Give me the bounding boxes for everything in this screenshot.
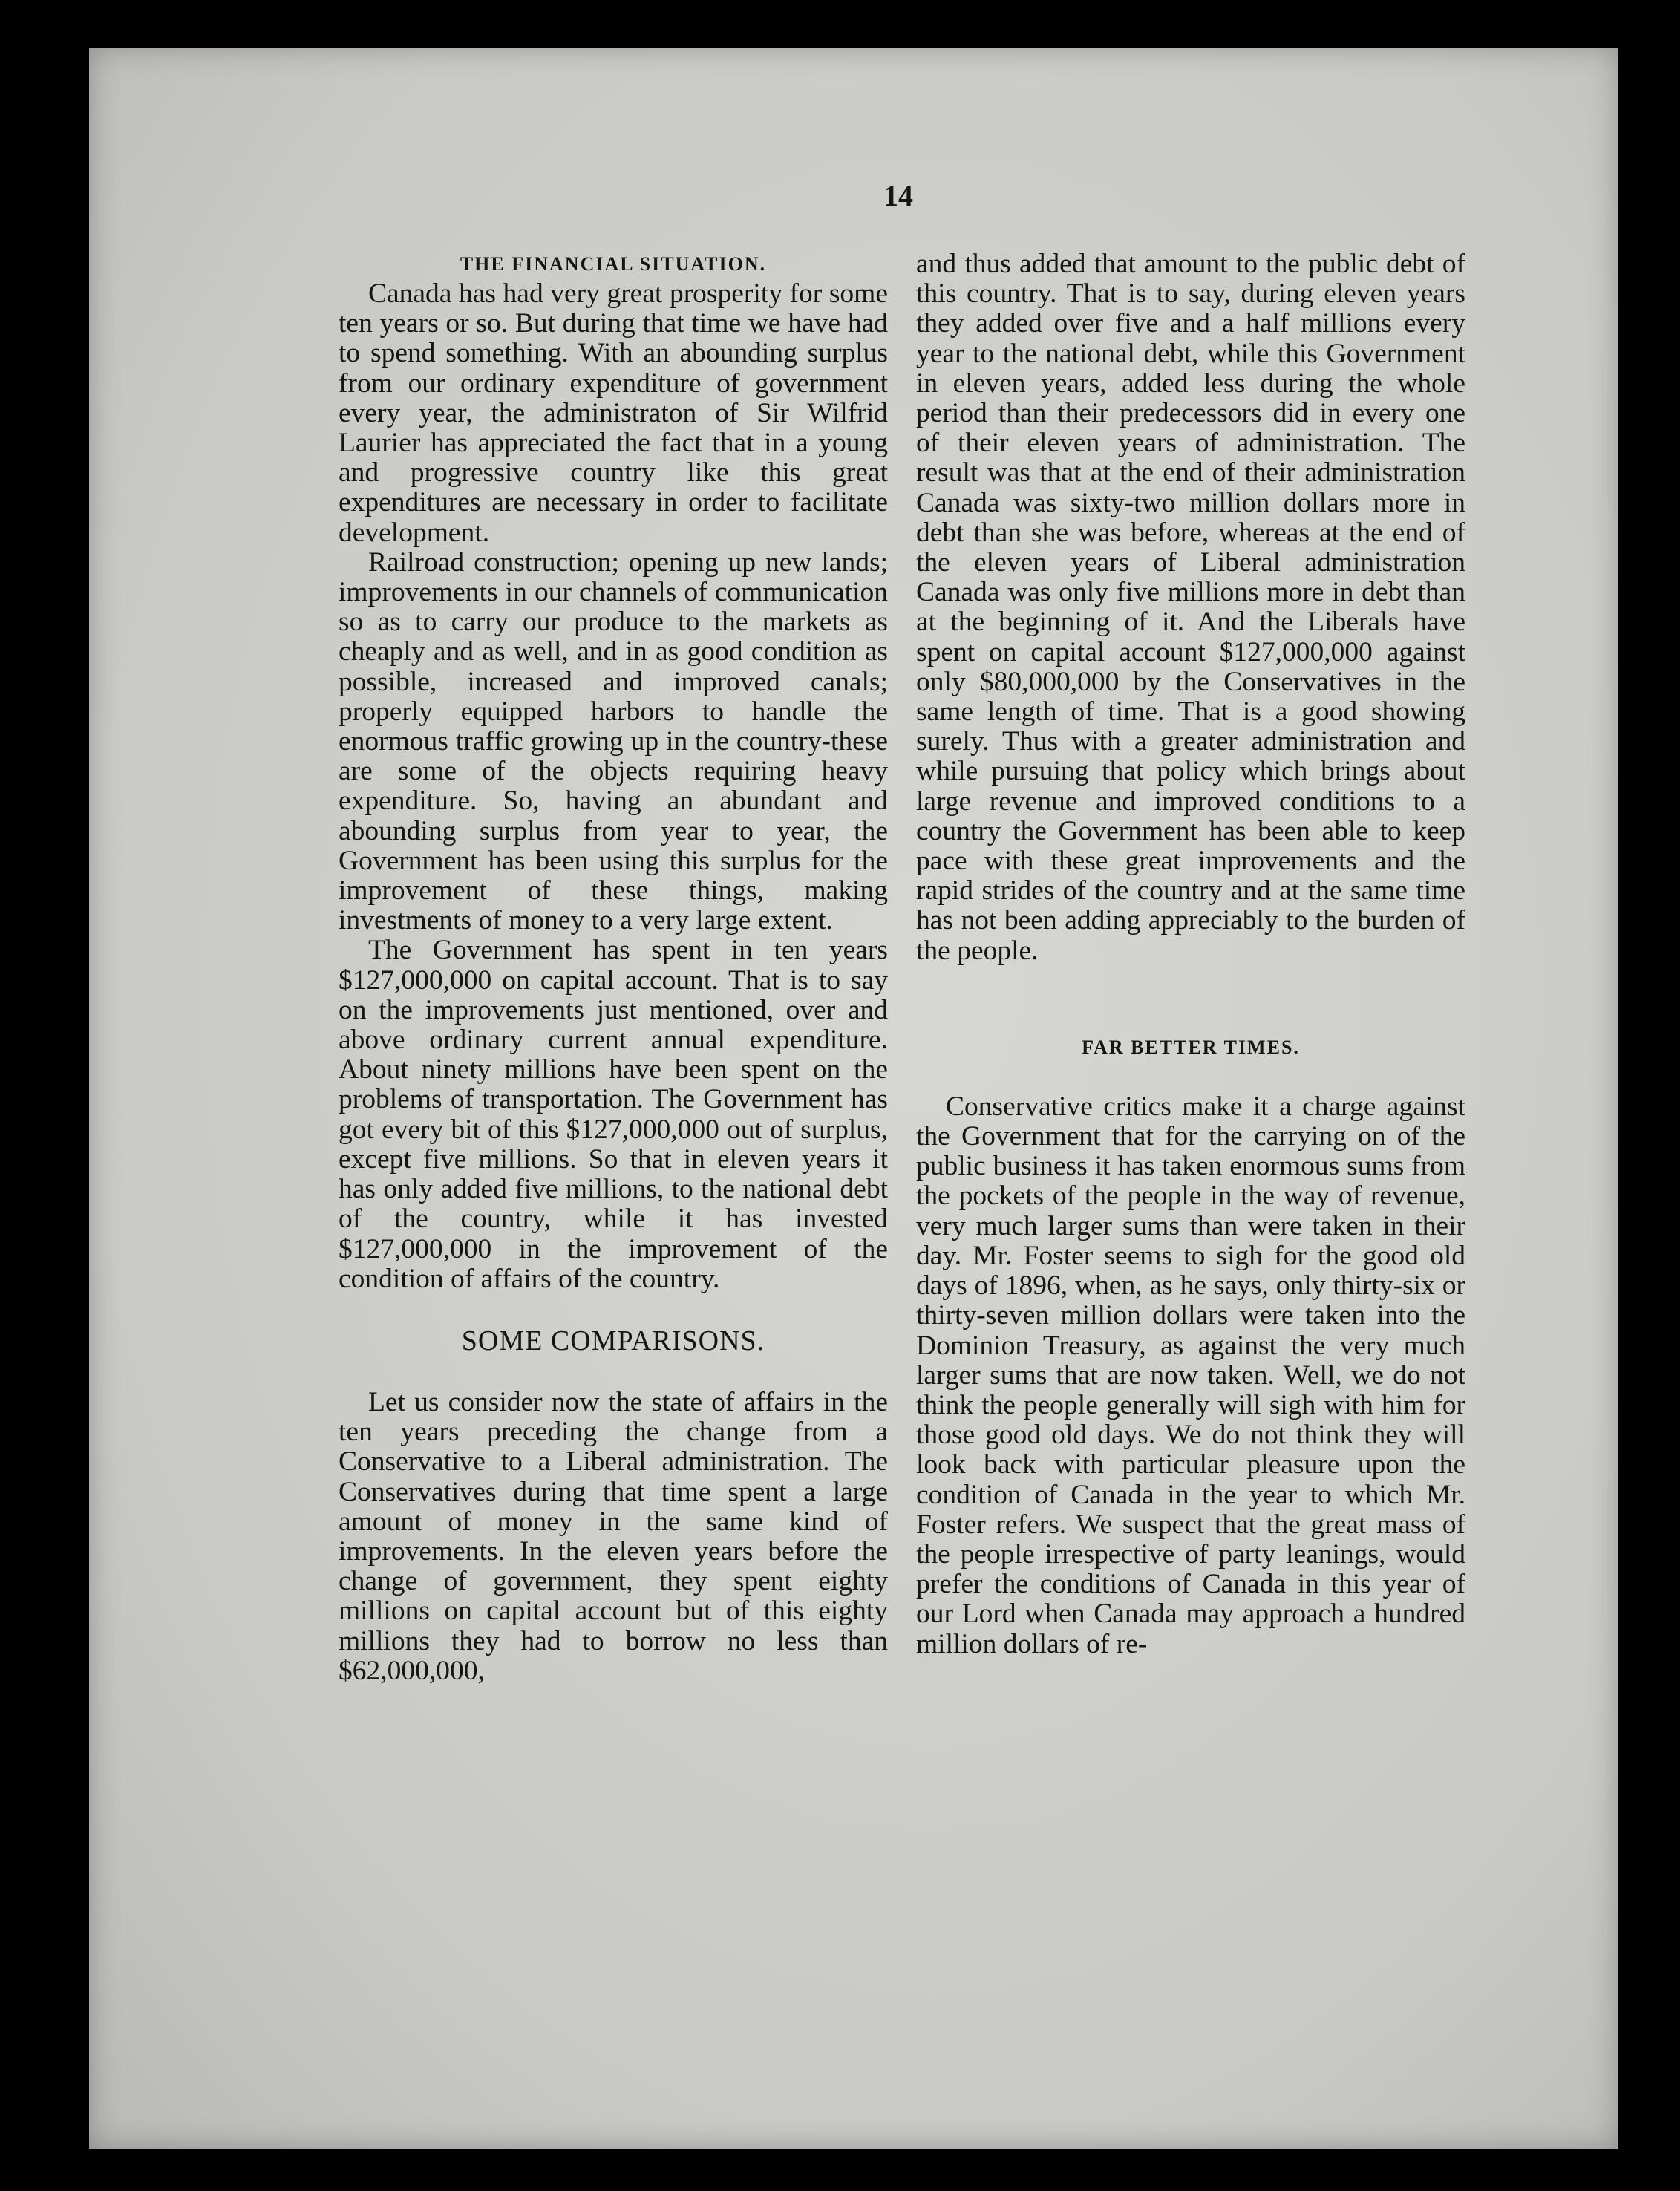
heading-gap [916, 1062, 1465, 1092]
paragraph-prosperity: Canada has had very great prosperity for some ten years or so. But during that time we have had to spend something. With an abounding surplus from our ordinary expenditure of government every year, the administraton of Sir Wilfrid Laurier has appreciated the fact that in a young and progressive country like this great expenditures are necessary in order to facilitate development. [339, 278, 888, 548]
section-spacer [916, 966, 1465, 1033]
paragraph-comparisons: Let us consider now the state of affairs in the ten years preceding the change from a Conservative to a Liberal administration. The Conservatives during that time spent a large amount of money in the same kind of improvements. In the eleven years before the change of government, they spent eighty millions on capital account but of this eighty millions they had to borrow no less than $62,000,000, [339, 1386, 888, 1686]
paragraph-railroad: Railroad construction; opening up new lands; improvements in our channels of communication so as to carry our produce to the markets as cheaply and as well, and in as good condition as possible, increased and improved canals; properly equipped harbors to handle the enormous traffic growing up in the country-these are some of the objects requiring heavy expenditure. So, having an abundant and abounding surplus from year to year, the Government has been using this surplus for the improvement of these things, making investments of money to a very large extent. [339, 546, 888, 936]
paragraph-conservative-critics: Conservative critics make it a charge against the Government that for the carrying on of the public business it has taken enormous sums from the pockets of the people in the way of revenue, very much larger sums than were taken in their day. Mr. Foster seems to sigh for the good old days of 1896, when, as he says, only thirty-six or thirty-seven million dollars were taken into the Dominion Treasury, as against the very much larger sums that are now taken. Well, we do not think the people generally will sigh with him for those good old days. We do not think they will look back with particular pleasure upon the condition of Canada in the year to which Mr. Foster refers. We suspect that the great mass of the people irrespective of party leanings, would prefer the conditions of Canada in this year of our Lord when Canada may approach a hundred million dollars of re- [916, 1091, 1465, 1659]
right-column [916, 249, 1465, 1659]
heading-far-better-times: FAR BETTER TIMES. [1082, 1036, 1300, 1058]
heading-financial-situation: THE FINANCIAL SITUATION. [460, 253, 767, 275]
left-column [339, 249, 888, 1686]
paragraph-capital-account: The Government has spent in ten years $127,000,000 on capital account. That is to say on the improvements just mentioned, over and above ordinary current annual expenditure. About ninety millions have been spent on the problems of transportation. The Government has got every bit of this $127,000,000 out of surplus, except five millions. So that in eleven years it has only added five millions, to the national debt of the country, while it has invested $127,000,000 in the improvement of the condition of affairs of the country. [339, 935, 888, 1294]
heading-some-comparisons: SOME COMPARISONS. [461, 1325, 765, 1356]
page-number: 14 [883, 179, 913, 212]
paragraph-public-debt: and thus added that amount to the public debt of this country. That is to say, during eleven years they added over five and a half millions every year to the national debt, while this Government in eleven years, added less during the whole period than their predecessors did in every one of their eleven years of administration. The result was that at the end of their administration Canada was sixty-two million dollars more in debt than she was before, whereas at the end of the eleven years of Liberal administration Canada was only five millions more in debt than at the beginning of it. And the Liberals have spent on capital account $127,000,000 against only $80,000,000 by the Conservatives in the same length of time. That is a good showing surely. Thus with a greater administration and while pursuing that policy which brings about large revenue and improved conditions to a country the Government has been able to keep pace with these great improvements and the rapid strides of the country and at the same time has not been adding appreciably to the burden of the people. [916, 249, 1465, 966]
